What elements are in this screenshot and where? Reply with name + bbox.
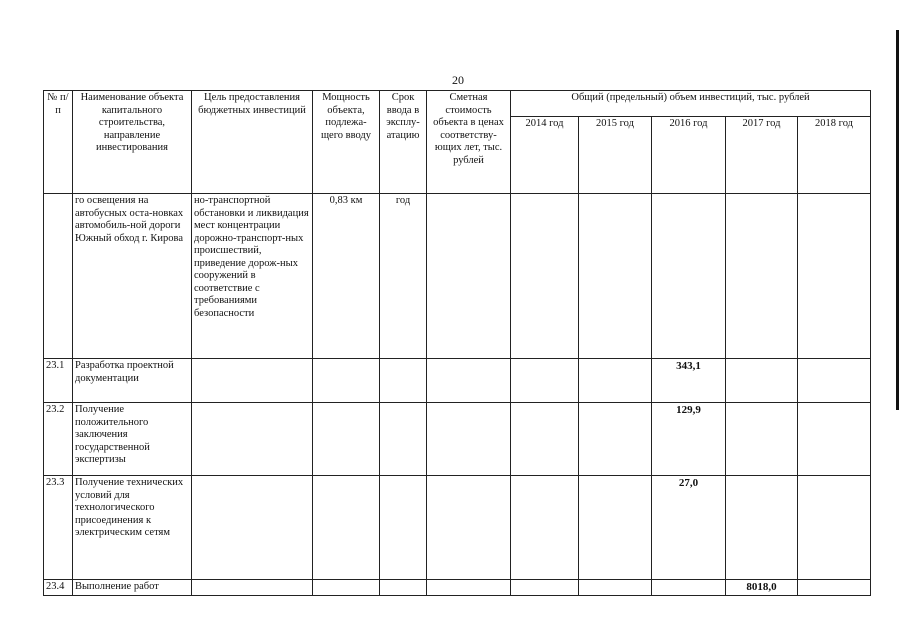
row-name: го освещения на автобусных оста-новках автомобиль-ной дороги Южный обход г. Кирова — [73, 194, 192, 359]
header-term: Срок ввода в эксплу-атацию — [380, 91, 427, 194]
header-cost: Сметная стоимость объекта в ценах соответству-ющих лет, тыс. рублей — [427, 91, 511, 194]
row-cost — [427, 194, 511, 359]
row-goal: но-транспортной обстановки и ликвидация мест концентрации дорожно-транспорт-ных происшествий, приведение дорож-ных сооружений в соответствие с требованиями безопасности — [192, 194, 313, 359]
row-2015 — [579, 476, 652, 580]
header-capacity: Мощность объекта, подлежа-щего вводу — [313, 91, 380, 194]
row-name: Разработка проектной документации — [73, 359, 192, 403]
header-year-2014: 2014 год — [511, 117, 579, 194]
row-2015 — [579, 403, 652, 476]
table-row — [44, 403, 871, 476]
row-cost — [427, 580, 511, 596]
row-term: год — [380, 194, 427, 359]
row-2017 — [726, 194, 798, 359]
row-capacity — [313, 359, 380, 403]
row-2015 — [579, 194, 652, 359]
margin-bar — [896, 30, 899, 410]
row-num: 23.1 — [44, 359, 73, 403]
row-capacity — [313, 403, 380, 476]
header-total: Общий (предельный) объем инвестиций, тыс. рублей — [511, 91, 871, 117]
row-name: Получение технических условий для технологического присоединения к электрическим сетям — [73, 476, 192, 580]
row-2014 — [511, 580, 579, 596]
row-capacity — [313, 476, 380, 580]
row-goal — [192, 580, 313, 596]
row-2018 — [798, 194, 871, 359]
row-2014 — [511, 476, 579, 580]
row-2016 — [652, 194, 726, 359]
row-2014 — [511, 194, 579, 359]
row-term — [380, 403, 427, 476]
row-2016: 27,0 — [652, 476, 726, 580]
investment-table — [43, 90, 871, 596]
header-year-2016: 2016 год — [652, 117, 726, 194]
row-2018 — [798, 580, 871, 596]
row-name: Выполнение работ — [73, 580, 192, 596]
row-capacity: 0,83 км — [313, 194, 380, 359]
table-row — [44, 580, 871, 596]
row-2018 — [798, 359, 871, 403]
row-cost — [427, 403, 511, 476]
header-year-2018: 2018 год — [798, 117, 871, 194]
row-2016: 343,1 — [652, 359, 726, 403]
row-cost — [427, 359, 511, 403]
table-row — [44, 194, 871, 359]
header-year-2015: 2015 год — [579, 117, 652, 194]
row-term — [380, 580, 427, 596]
row-2014 — [511, 359, 579, 403]
row-goal — [192, 403, 313, 476]
header-year-2017: 2017 год — [726, 117, 798, 194]
row-2017 — [726, 403, 798, 476]
row-capacity — [313, 580, 380, 596]
table-row — [44, 359, 871, 403]
row-2014 — [511, 403, 579, 476]
page-number: 20 — [452, 73, 464, 87]
row-cost — [427, 476, 511, 580]
header-num: № п/п — [44, 91, 73, 194]
table-row — [44, 476, 871, 580]
row-2016: 129,9 — [652, 403, 726, 476]
row-2015 — [579, 580, 652, 596]
header-goal: Цель предоставления бюджетных инвестиций — [192, 91, 313, 194]
row-2016 — [652, 580, 726, 596]
row-goal — [192, 359, 313, 403]
row-2015 — [579, 359, 652, 403]
row-num: 23.2 — [44, 403, 73, 476]
row-num — [44, 194, 73, 359]
row-2017: 8018,0 — [726, 580, 798, 596]
row-term — [380, 476, 427, 580]
row-2017 — [726, 476, 798, 580]
row-num: 23.4 — [44, 580, 73, 596]
row-2017 — [726, 359, 798, 403]
header-row-1 — [44, 91, 871, 117]
row-term — [380, 359, 427, 403]
header-name: Наименование объекта капитального строительства, направление инвестирования — [73, 91, 192, 194]
row-name: Получение положительного заключения государственной экспертизы — [73, 403, 192, 476]
row-goal — [192, 476, 313, 580]
row-num: 23.3 — [44, 476, 73, 580]
row-2018 — [798, 476, 871, 580]
row-2018 — [798, 403, 871, 476]
